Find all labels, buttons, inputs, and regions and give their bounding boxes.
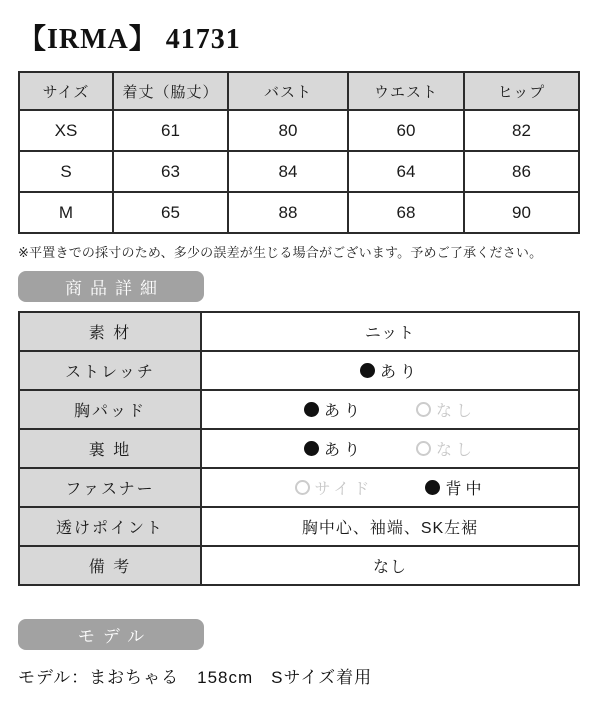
detail-value	[201, 429, 579, 468]
radio-dot-icon	[304, 441, 319, 456]
size-row-s	[19, 151, 579, 192]
detail-label: ファスナー	[19, 468, 201, 507]
length-cell: 65	[113, 192, 228, 233]
detail-label: 胸パッド	[19, 390, 201, 429]
details-table	[18, 311, 580, 586]
detail-value: なし	[201, 546, 579, 585]
size-row-xs	[19, 110, 579, 151]
option-lining-nashi: なし	[416, 437, 476, 460]
radio-dot-icon	[304, 402, 319, 417]
length-cell: 63	[113, 151, 228, 192]
hip-cell: 90	[464, 192, 579, 233]
detail-value: 胸中心、袖端、SK左裾	[201, 507, 579, 546]
option-pad-nashi: なし	[416, 398, 476, 421]
size-cell: XS	[19, 110, 113, 151]
option-fastener-back: 背中	[425, 476, 485, 499]
size-cell: M	[19, 192, 113, 233]
detail-label: 素 材	[19, 312, 201, 351]
bust-cell: 88	[228, 192, 348, 233]
detail-value	[201, 351, 579, 390]
option-stretch-ari: あり	[360, 359, 420, 382]
detail-label: 裏 地	[19, 429, 201, 468]
detail-row-stretch	[19, 351, 579, 390]
bust-col-header: バスト	[228, 72, 348, 110]
waist-col-header: ウエスト	[348, 72, 464, 110]
hip-col-header: ヒップ	[464, 72, 579, 110]
size-row-m	[19, 192, 579, 233]
option-fastener-side: サイド	[295, 476, 374, 499]
radio-dot-icon	[295, 480, 310, 495]
radio-dot-icon	[360, 363, 375, 378]
detail-row-lining	[19, 429, 579, 468]
details-section-header: 商品詳細	[18, 271, 204, 302]
detail-label: ストレッチ	[19, 351, 201, 390]
detail-value	[201, 468, 579, 507]
detail-label: 透けポイント	[19, 507, 201, 546]
option-lining-ari: あり	[304, 437, 364, 460]
detail-label: 備 考	[19, 546, 201, 585]
model-info: モデル：まおちゃる 158cm Sサイズ着用	[18, 668, 373, 688]
detail-row-fastener	[19, 468, 579, 507]
length-col-header: 着丈（脇丈）	[113, 72, 228, 110]
detail-row-material	[19, 312, 579, 351]
hip-cell: 86	[464, 151, 579, 192]
page-title: 【IRMA】 41731	[18, 24, 241, 55]
waist-cell: 68	[348, 192, 464, 233]
waist-cell: 60	[348, 110, 464, 151]
size-table-header-row	[19, 72, 579, 110]
option-pad-ari: あり	[304, 398, 364, 421]
radio-dot-icon	[416, 402, 431, 417]
size-table	[18, 71, 580, 234]
size-cell: S	[19, 151, 113, 192]
size-col-header: サイズ	[19, 72, 113, 110]
measurement-note: ※平置きでの採寸のため、多少の誤差が生じる場合がございます。予めご了承ください。	[18, 245, 543, 261]
radio-dot-icon	[416, 441, 431, 456]
detail-value: ニット	[201, 312, 579, 351]
waist-cell: 64	[348, 151, 464, 192]
detail-row-pad	[19, 390, 579, 429]
bust-cell: 80	[228, 110, 348, 151]
detail-value	[201, 390, 579, 429]
length-cell: 61	[113, 110, 228, 151]
hip-cell: 82	[464, 110, 579, 151]
radio-dot-icon	[425, 480, 440, 495]
detail-row-remarks	[19, 546, 579, 585]
bust-cell: 84	[228, 151, 348, 192]
model-section-header: モデル	[18, 619, 204, 650]
detail-row-sheer-points	[19, 507, 579, 546]
